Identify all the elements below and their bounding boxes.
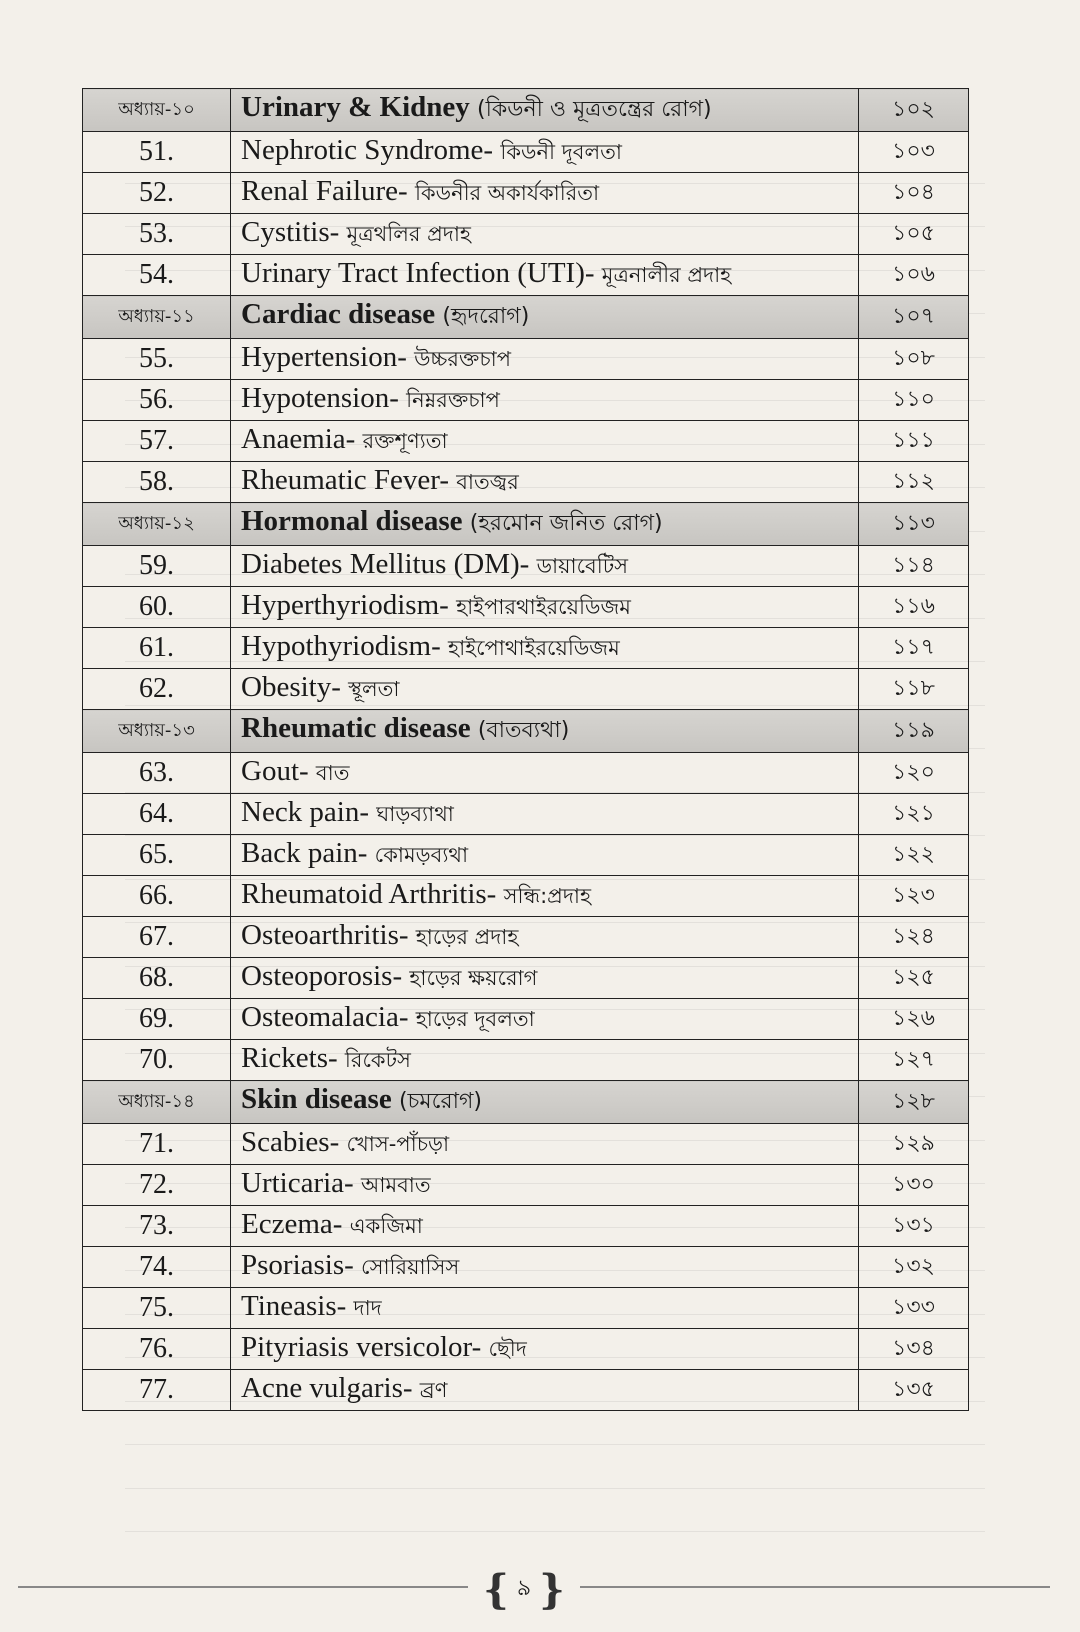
entry-page: ১২২ xyxy=(859,835,969,876)
entry-title xyxy=(231,835,859,876)
entry-title-bn: আমবাত xyxy=(360,1172,431,1197)
entry-row xyxy=(83,958,969,999)
entry-row xyxy=(83,1370,969,1411)
entry-page: ১১০ xyxy=(859,380,969,421)
entry-row xyxy=(83,876,969,917)
entry-number: 58. xyxy=(83,462,231,503)
entry-title xyxy=(231,917,859,958)
entry-title-en: Anaemia- xyxy=(241,422,356,455)
chapter-title xyxy=(231,1081,859,1124)
entry-title-bn: মূত্রথলির প্রদাহ xyxy=(346,221,471,246)
chapter-title-en: Cardiac disease xyxy=(241,298,436,330)
entry-title xyxy=(231,1247,859,1288)
entry-number: 62. xyxy=(83,669,231,710)
entry-row xyxy=(83,380,969,421)
entry-title xyxy=(231,1124,859,1165)
entry-title-bn: একজিমা xyxy=(349,1213,423,1238)
entry-row xyxy=(83,753,969,794)
entry-title-bn: হাড়ের প্রদাহ xyxy=(415,924,519,949)
chapter-page: ১০৭ xyxy=(859,296,969,339)
contents-table xyxy=(82,88,969,1411)
entry-row xyxy=(83,587,969,628)
entry-title-bn: বাতজ্বর xyxy=(456,469,519,494)
entry-number: 74. xyxy=(83,1247,231,1288)
chapter-title-bn: (হৃদরোগ) xyxy=(442,304,530,329)
entry-number: 54. xyxy=(83,255,231,296)
chapter-title xyxy=(231,296,859,339)
entry-row xyxy=(83,214,969,255)
entry-title-en: Rheumatic Fever- xyxy=(241,463,449,496)
entry-number: 77. xyxy=(83,1370,231,1411)
entry-row xyxy=(83,794,969,835)
entry-number: 56. xyxy=(83,380,231,421)
entry-number: 65. xyxy=(83,835,231,876)
ghost-line xyxy=(125,1445,985,1489)
entry-row xyxy=(83,999,969,1040)
chapter-title xyxy=(231,503,859,546)
entry-title-en: Psoriasis- xyxy=(241,1248,354,1281)
entry-title-bn: নিম্নরক্তচাপ xyxy=(406,387,500,412)
entry-title-en: Cystitis- xyxy=(241,215,340,248)
entry-title xyxy=(231,1040,859,1081)
entry-title xyxy=(231,1165,859,1206)
entry-title-bn: খোস-পাঁচড়া xyxy=(346,1131,450,1156)
entry-title-en: Osteoporosis- xyxy=(241,959,403,992)
entry-title-en: Nephrotic Syndrome- xyxy=(241,133,494,166)
entry-title xyxy=(231,1206,859,1247)
chapter-label: অধ্যায়-১৩ xyxy=(83,710,231,753)
chapter-page: ১১৯ xyxy=(859,710,969,753)
entry-page: ১১৪ xyxy=(859,546,969,587)
entry-number: 67. xyxy=(83,917,231,958)
footer-rule-right xyxy=(580,1586,1050,1588)
entry-title-bn: সন্ধি:প্রদাহ xyxy=(503,883,592,908)
entry-title-bn: মূত্রনালীর প্রদাহ xyxy=(601,262,732,287)
entry-row xyxy=(83,669,969,710)
entry-row xyxy=(83,1165,969,1206)
entry-title xyxy=(231,669,859,710)
entry-page: ১২৯ xyxy=(859,1124,969,1165)
entry-number: 55. xyxy=(83,339,231,380)
entry-title xyxy=(231,999,859,1040)
entry-title xyxy=(231,173,859,214)
chapter-label: অধ্যায়-১৪ xyxy=(83,1081,231,1124)
entry-title-en: Pityriasis versicolor- xyxy=(241,1330,482,1363)
entry-title-bn: ডায়াবেটিস xyxy=(536,553,629,578)
entry-page: ১৩৪ xyxy=(859,1329,969,1370)
entry-row xyxy=(83,462,969,503)
entry-title xyxy=(231,214,859,255)
entry-row xyxy=(83,628,969,669)
entry-number: 75. xyxy=(83,1288,231,1329)
entry-title xyxy=(231,255,859,296)
entry-row xyxy=(83,917,969,958)
entry-title xyxy=(231,628,859,669)
entry-page: ১০৫ xyxy=(859,214,969,255)
entry-title xyxy=(231,546,859,587)
entry-title-bn: হাড়ের ক্ষয়রোগ xyxy=(409,965,538,990)
entry-number: 53. xyxy=(83,214,231,255)
chapter-row xyxy=(83,296,969,339)
entry-title-en: Osteomalacia- xyxy=(241,1000,409,1033)
chapter-page: ১১৩ xyxy=(859,503,969,546)
entry-title xyxy=(231,876,859,917)
entry-title-en: Eczema- xyxy=(241,1207,343,1240)
chapter-title-en: Hormonal disease xyxy=(241,505,463,537)
entry-number: 66. xyxy=(83,876,231,917)
entry-page: ১০৩ xyxy=(859,132,969,173)
entry-row xyxy=(83,339,969,380)
entry-page: ১৩১ xyxy=(859,1206,969,1247)
entry-page: ১১৭ xyxy=(859,628,969,669)
entry-number: 59. xyxy=(83,546,231,587)
entry-title-en: Rheumatoid Arthritis- xyxy=(241,877,497,910)
chapter-title-bn: (চমরোগ) xyxy=(398,1089,482,1114)
entry-title-bn: কোমড়ব্যথা xyxy=(374,842,469,867)
chapter-page: ১২৮ xyxy=(859,1081,969,1124)
chapter-title xyxy=(231,89,859,132)
entry-title-bn: কিডনী দূবলতা xyxy=(500,139,622,164)
entry-row xyxy=(83,546,969,587)
entry-row xyxy=(83,1329,969,1370)
entry-title-bn: ছৌদ xyxy=(488,1336,527,1361)
entry-title-bn: হাইপোথাইরয়েডিজম xyxy=(448,635,620,660)
entry-number: 57. xyxy=(83,421,231,462)
entry-title-bn: ঘাড়ব্যাথা xyxy=(376,801,454,826)
entry-number: 76. xyxy=(83,1329,231,1370)
entry-page: ১২০ xyxy=(859,753,969,794)
entry-number: 63. xyxy=(83,753,231,794)
entry-title-en: Acne vulgaris- xyxy=(241,1371,413,1404)
entry-title-bn: ব্রণ xyxy=(419,1377,448,1402)
entry-row xyxy=(83,1206,969,1247)
chapter-title xyxy=(231,710,859,753)
entry-number: 73. xyxy=(83,1206,231,1247)
entry-number: 52. xyxy=(83,173,231,214)
entry-title xyxy=(231,421,859,462)
ghost-line xyxy=(125,1489,985,1533)
entry-page: ১২৭ xyxy=(859,1040,969,1081)
entry-title-en: Diabetes Mellitus (DM)- xyxy=(241,547,530,580)
entry-title xyxy=(231,462,859,503)
entry-page: ১১১ xyxy=(859,421,969,462)
entry-row xyxy=(83,835,969,876)
entry-page: ১০৪ xyxy=(859,173,969,214)
entry-number: 64. xyxy=(83,794,231,835)
chapter-label: অধ্যায়-১০ xyxy=(83,89,231,132)
entry-title-bn: সোরিয়াসিস xyxy=(361,1254,460,1279)
entry-title-bn: উচ্চরক্তচাপ xyxy=(414,346,511,371)
entry-title-en: Obesity- xyxy=(241,670,341,703)
entry-title-en: Hypothyriodism- xyxy=(241,629,441,662)
entry-title-en: Urinary Tract Infection (UTI)- xyxy=(241,256,595,289)
entry-number: 71. xyxy=(83,1124,231,1165)
entry-title-bn: বাত xyxy=(315,760,350,785)
chapter-label: অধ্যায়-১২ xyxy=(83,503,231,546)
entry-number: 51. xyxy=(83,132,231,173)
entry-page: ১০৬ xyxy=(859,255,969,296)
chapter-row xyxy=(83,1081,969,1124)
chapter-title-bn: (কিডনী ও মূত্রতন্ত্রের রোগ) xyxy=(477,97,712,122)
entry-title-bn: রিকেটস xyxy=(344,1047,411,1072)
entry-title-bn: রক্তশূণ্যতা xyxy=(362,428,448,453)
entry-page: ১২১ xyxy=(859,794,969,835)
entry-page: ১৩৫ xyxy=(859,1370,969,1411)
entry-title-en: Back pain- xyxy=(241,836,368,869)
entry-title xyxy=(231,587,859,628)
footer-page-number xyxy=(472,1566,576,1613)
entry-page: ১০৮ xyxy=(859,339,969,380)
entry-title-en: Gout- xyxy=(241,754,309,787)
entry-title-bn: স্থূলতা xyxy=(348,676,400,701)
entry-title xyxy=(231,1370,859,1411)
entry-number: 72. xyxy=(83,1165,231,1206)
entry-row xyxy=(83,1040,969,1081)
entry-title xyxy=(231,794,859,835)
entry-page: ১২৫ xyxy=(859,958,969,999)
entry-number: 68. xyxy=(83,958,231,999)
entry-title-bn: দাদ xyxy=(353,1295,382,1320)
entry-title-en: Renal Failure- xyxy=(241,174,408,207)
right-brace: } xyxy=(539,1566,565,1613)
chapter-title-en: Rheumatic disease xyxy=(241,712,471,744)
entry-title-bn: হাইপারথাইরয়েডিজম xyxy=(456,594,631,619)
chapter-title-en: Urinary & Kidney xyxy=(241,91,470,123)
entry-row xyxy=(83,255,969,296)
entry-row xyxy=(83,1247,969,1288)
chapter-title-bn: (হরমোন জনিত রোগ) xyxy=(469,511,663,536)
entry-title-en: Urticaria- xyxy=(241,1166,354,1199)
chapter-page: ১০২ xyxy=(859,89,969,132)
entry-title xyxy=(231,132,859,173)
chapter-row xyxy=(83,89,969,132)
page-number: ৯ xyxy=(516,1576,532,1601)
entry-row xyxy=(83,1288,969,1329)
entry-title-en: Hyperthyriodism- xyxy=(241,588,449,621)
entry-title xyxy=(231,1288,859,1329)
entry-title-en: Neck pain- xyxy=(241,795,370,828)
entry-title xyxy=(231,958,859,999)
entry-title-en: Osteoarthritis- xyxy=(241,918,409,951)
entry-title xyxy=(231,1329,859,1370)
entry-number: 61. xyxy=(83,628,231,669)
entry-page: ১৩০ xyxy=(859,1165,969,1206)
entry-page: ১২৪ xyxy=(859,917,969,958)
entry-title-en: Tineasis- xyxy=(241,1289,347,1322)
entry-title-bn: কিডনীর অকার্যকারিতা xyxy=(414,180,600,205)
entry-page: ১৩২ xyxy=(859,1247,969,1288)
chapter-row xyxy=(83,710,969,753)
entry-title-en: Hypotension- xyxy=(241,381,399,414)
entry-page: ১১৮ xyxy=(859,669,969,710)
entry-row xyxy=(83,132,969,173)
chapter-row xyxy=(83,503,969,546)
entry-number: 70. xyxy=(83,1040,231,1081)
entry-title-en: Scabies- xyxy=(241,1125,340,1158)
entry-number: 60. xyxy=(83,587,231,628)
entry-row xyxy=(83,173,969,214)
entry-title-bn: হাড়ের দূবলতা xyxy=(415,1006,535,1031)
footer-rule-left xyxy=(18,1586,468,1588)
entry-title-en: Rickets- xyxy=(241,1041,338,1074)
entry-row xyxy=(83,421,969,462)
entry-title-en: Hypertension- xyxy=(241,340,407,373)
entry-title xyxy=(231,380,859,421)
entry-title xyxy=(231,339,859,380)
entry-number: 69. xyxy=(83,999,231,1040)
entry-title xyxy=(231,753,859,794)
left-brace: { xyxy=(483,1566,509,1613)
chapter-title-bn: (বাতব্যথা) xyxy=(477,718,570,743)
entry-page: ১২৩ xyxy=(859,876,969,917)
entry-page: ১২৬ xyxy=(859,999,969,1040)
entry-page: ১১২ xyxy=(859,462,969,503)
entry-page: ১১৬ xyxy=(859,587,969,628)
chapter-title-en: Skin disease xyxy=(241,1083,392,1115)
chapter-label: অধ্যায়-১১ xyxy=(83,296,231,339)
entry-page: ১৩৩ xyxy=(859,1288,969,1329)
entry-row xyxy=(83,1124,969,1165)
